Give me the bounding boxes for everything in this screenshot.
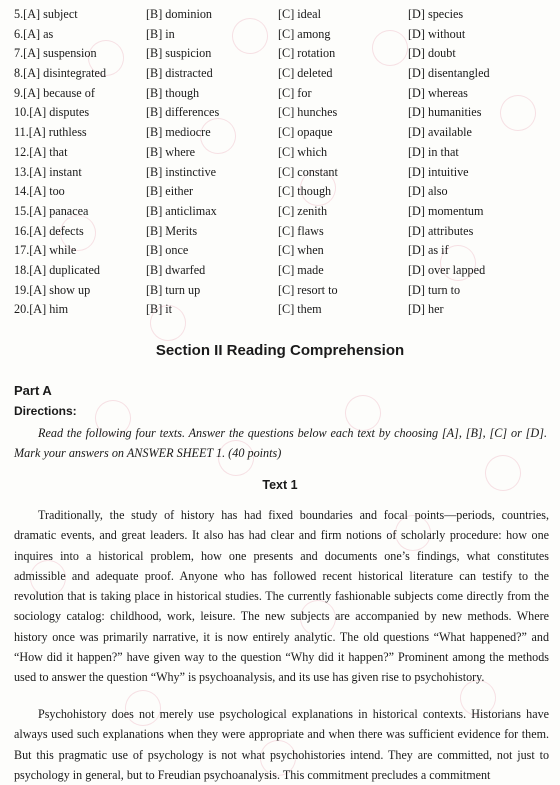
option-letter: [C]	[278, 7, 298, 21]
option-text: because of	[43, 85, 95, 100]
option-text: too	[49, 184, 65, 199]
option-b	[146, 25, 278, 45]
option-d	[408, 103, 548, 123]
option-letter: [D]	[408, 144, 428, 159]
option-letter: [C]	[278, 85, 298, 100]
option-text: in	[165, 26, 175, 41]
option-d	[408, 222, 548, 242]
question-number: 5.	[14, 7, 24, 21]
option-letter: [D]	[408, 282, 428, 297]
option-row	[14, 300, 554, 320]
option-b	[146, 281, 278, 301]
option-a	[14, 281, 146, 301]
option-letter: [B]	[146, 243, 166, 258]
option-b	[146, 222, 278, 242]
option-letter: [D]	[408, 302, 428, 317]
option-c	[278, 123, 408, 143]
option-b	[146, 5, 278, 25]
question-number: 12.	[14, 144, 30, 159]
option-text: once	[165, 243, 189, 258]
directions-text: Read the following four texts. Answer the questions below each text by choosing [A], [B], [C] or [D]. Mark your answers on ANSWER SHEET 1. (40 points)	[14, 426, 547, 460]
option-text: distracted	[165, 66, 213, 81]
text-title: Text 1	[262, 478, 298, 492]
option-text: without	[427, 26, 466, 41]
option-letter: [A]	[23, 85, 44, 100]
paragraph: Psychohistory does not merely use psychological explanations in historical contexts. Historians have always used such explanations when they were appropriate and when there was sufficient evidence for them. But this pragmatic use of psychology is not what psychohistories intend. They are committed, not just to psychology in general, but to Freudian psychoanalysis. This commitment precludes a commitment	[14, 707, 549, 782]
option-letter: [C]	[278, 203, 298, 218]
option-row	[14, 84, 554, 104]
option-a	[14, 222, 146, 242]
option-a	[14, 25, 146, 45]
option-letter: [D]	[408, 262, 428, 277]
option-text: suspension	[43, 46, 97, 61]
option-b	[146, 163, 278, 183]
option-text: intuitive	[427, 164, 469, 179]
option-text: among	[297, 26, 331, 41]
option-letter: [C]	[278, 302, 298, 317]
option-a	[14, 84, 146, 104]
option-d	[408, 64, 548, 84]
part-heading: Part A	[14, 383, 52, 398]
option-text: flaws	[297, 223, 324, 238]
question-number: 17.	[14, 243, 30, 258]
option-letter: [B]	[146, 302, 166, 317]
option-text: show up	[49, 282, 91, 297]
option-text: anticlimax	[165, 203, 217, 218]
option-b	[146, 202, 278, 222]
option-letter: [D]	[408, 223, 428, 238]
option-text: disputes	[49, 105, 90, 120]
option-text: humanities	[427, 105, 482, 120]
option-letter: [B]	[146, 66, 166, 81]
option-text: defects	[49, 223, 84, 238]
option-text: disintegrated	[43, 66, 107, 81]
option-c	[278, 202, 408, 222]
option-text: when	[297, 243, 324, 258]
option-text: species	[427, 7, 464, 21]
option-text: resort to	[297, 282, 338, 297]
option-letter: [A]	[29, 164, 50, 179]
option-text: doubt	[427, 46, 456, 61]
option-b	[146, 300, 278, 320]
option-letter: [A]	[29, 105, 50, 120]
option-d	[408, 25, 548, 45]
option-text: also	[427, 184, 448, 199]
option-text: panacea	[49, 203, 89, 218]
option-text: duplicated	[49, 262, 100, 277]
option-row	[14, 261, 554, 281]
option-text: as if	[427, 243, 449, 258]
option-letter: [C]	[278, 223, 298, 238]
option-text: available	[427, 125, 472, 140]
option-text: him	[49, 302, 69, 317]
answer-options-list	[14, 5, 554, 320]
option-b	[146, 84, 278, 104]
option-letter: [B]	[146, 7, 166, 21]
option-letter: [B]	[146, 144, 166, 159]
question-number: 8.	[14, 66, 24, 81]
option-text: instant	[49, 164, 82, 179]
option-letter: [C]	[278, 46, 298, 61]
option-letter: [A]	[29, 223, 50, 238]
option-d	[408, 123, 548, 143]
option-c	[278, 44, 408, 64]
option-d	[408, 202, 548, 222]
option-letter: [C]	[278, 262, 298, 277]
option-letter: [B]	[146, 26, 166, 41]
option-b	[146, 182, 278, 202]
option-d	[408, 5, 548, 25]
paragraph: Traditionally, the study of history has had fixed boundaries and focal points—periods, countries, dramatic events, and great leaders. It also has had clear and firm notions of scholarly procedure: how one inquires into a historical problem, how one presents and documents one’s findings, what constitutes admissible and adequate proof. Anyone who has followed recent historical literature can testify to the revolution that is taking place in historical studies. The currently fashionable subjects come directly from the sociology catalog: childhood, work, leisure. The new subjects are accompanied by new methods. Where history once was primarily narrative, it is now entirely analytic. The old questions “What happened?” and “How did it happen?” have given way to the question “Why did it happen?” Prominent among the methods used to answer the question “Why” is psychoanalysis, and its use has given rise to psychohistory.	[14, 508, 549, 685]
option-c	[278, 222, 408, 242]
option-letter: [A]	[23, 46, 44, 61]
option-a	[14, 241, 146, 261]
option-text: where	[165, 144, 196, 159]
option-text: while	[49, 243, 77, 258]
option-letter: [A]	[29, 184, 50, 199]
option-row	[14, 25, 554, 45]
question-number: 13.	[14, 164, 30, 179]
option-text: deleted	[297, 66, 333, 81]
option-text: made	[297, 262, 324, 277]
option-a	[14, 103, 146, 123]
option-letter: [B]	[146, 46, 166, 61]
option-letter: [C]	[278, 26, 298, 41]
option-letter: [A]	[23, 7, 44, 21]
option-text: over lapped	[427, 262, 486, 277]
option-letter: [B]	[146, 85, 166, 100]
option-letter: [B]	[146, 262, 166, 277]
option-a	[14, 5, 146, 25]
option-a	[14, 163, 146, 183]
option-c	[278, 281, 408, 301]
question-number: 18.	[14, 262, 30, 277]
option-letter: [A]	[28, 125, 49, 140]
option-text: in that	[427, 144, 459, 159]
option-letter: [C]	[278, 66, 298, 81]
option-text: hunches	[297, 105, 338, 120]
option-b	[146, 241, 278, 261]
option-letter: [C]	[278, 144, 298, 159]
option-text: turn up	[165, 282, 201, 297]
option-letter: [C]	[278, 125, 298, 140]
option-a	[14, 202, 146, 222]
option-c	[278, 143, 408, 163]
option-c	[278, 25, 408, 45]
option-letter: [D]	[408, 46, 428, 61]
question-number: 7.	[14, 46, 24, 61]
option-d	[408, 163, 548, 183]
option-letter: [D]	[408, 125, 428, 140]
option-letter: [B]	[146, 203, 166, 218]
option-text: turn to	[427, 282, 461, 297]
option-row	[14, 143, 554, 163]
question-number: 15.	[14, 203, 30, 218]
option-letter: [C]	[278, 105, 298, 120]
directions-heading: Directions:	[14, 404, 77, 418]
option-letter: [B]	[146, 164, 166, 179]
option-text: her	[427, 302, 444, 317]
option-letter: [D]	[408, 184, 428, 199]
option-text: either	[165, 184, 194, 199]
option-a	[14, 261, 146, 281]
option-letter: [A]	[29, 203, 50, 218]
option-row	[14, 182, 554, 202]
option-d	[408, 241, 548, 261]
option-a	[14, 143, 146, 163]
option-letter: [A]	[29, 262, 50, 277]
option-b	[146, 123, 278, 143]
option-d	[408, 143, 548, 163]
option-text: dominion	[165, 7, 213, 21]
option-text: rotation	[297, 46, 336, 61]
question-number: 6.	[14, 26, 24, 41]
option-letter: [A]	[23, 26, 44, 41]
option-letter: [C]	[278, 184, 298, 199]
option-letter: [B]	[146, 282, 166, 297]
question-number: 14.	[14, 184, 30, 199]
option-text: which	[297, 144, 328, 159]
option-text: it	[165, 302, 173, 317]
option-c	[278, 64, 408, 84]
option-text: though	[165, 85, 200, 100]
option-d	[408, 300, 548, 320]
option-d	[408, 182, 548, 202]
option-letter: [B]	[146, 105, 166, 120]
option-text: though	[297, 184, 332, 199]
option-d	[408, 84, 548, 104]
question-number: 20.	[14, 302, 30, 317]
option-text: disentangled	[427, 66, 490, 81]
option-letter: [A]	[23, 66, 44, 81]
option-c	[278, 84, 408, 104]
option-letter: [D]	[408, 26, 428, 41]
option-letter: [D]	[408, 85, 428, 100]
option-row	[14, 202, 554, 222]
option-text: subject	[43, 7, 78, 21]
option-letter: [D]	[408, 243, 428, 258]
option-b	[146, 64, 278, 84]
option-row	[14, 163, 554, 183]
question-number: 16.	[14, 223, 30, 238]
option-letter: [A]	[29, 144, 50, 159]
option-text: zenith	[297, 203, 328, 218]
option-letter: [A]	[29, 243, 50, 258]
option-b	[146, 261, 278, 281]
option-text: whereas	[427, 85, 468, 100]
question-number: 19.	[14, 282, 30, 297]
option-text: that	[49, 144, 68, 159]
option-letter: [C]	[278, 164, 298, 179]
option-a	[14, 300, 146, 320]
option-c	[278, 5, 408, 25]
option-text: them	[297, 302, 322, 317]
option-text: ruthless	[48, 125, 87, 140]
option-letter: [D]	[408, 105, 428, 120]
option-letter: [B]	[146, 125, 166, 140]
option-letter: [B]	[146, 184, 166, 199]
option-text: for	[297, 85, 312, 100]
option-text: opaque	[297, 125, 333, 140]
option-text: momentum	[427, 203, 484, 218]
option-text: constant	[297, 164, 338, 179]
option-d	[408, 281, 548, 301]
option-b	[146, 143, 278, 163]
option-text: dwarfed	[165, 262, 206, 277]
option-b	[146, 103, 278, 123]
option-text: differences	[165, 105, 220, 120]
option-a	[14, 64, 146, 84]
option-text: instinctive	[165, 164, 217, 179]
option-a	[14, 44, 146, 64]
option-letter: [C]	[278, 282, 298, 297]
option-c	[278, 163, 408, 183]
option-text: mediocre	[165, 125, 211, 140]
option-letter: [A]	[29, 302, 50, 317]
question-number: 9.	[14, 85, 24, 100]
option-row	[14, 5, 554, 25]
option-row	[14, 241, 554, 261]
option-letter: [C]	[278, 243, 298, 258]
option-c	[278, 261, 408, 281]
option-row	[14, 123, 554, 143]
option-d	[408, 261, 548, 281]
option-letter: [A]	[29, 282, 50, 297]
option-c	[278, 182, 408, 202]
option-text: attributes	[427, 223, 474, 238]
option-letter: [D]	[408, 7, 428, 21]
question-number: 10.	[14, 105, 30, 120]
option-text: as	[43, 26, 54, 41]
option-letter: [D]	[408, 66, 428, 81]
option-text: ideal	[297, 7, 321, 21]
option-row	[14, 222, 554, 242]
option-text: Merits	[165, 223, 198, 238]
option-c	[278, 300, 408, 320]
option-row	[14, 64, 554, 84]
option-c	[278, 241, 408, 261]
option-row	[14, 281, 554, 301]
option-letter: [B]	[146, 223, 166, 238]
option-a	[14, 123, 146, 143]
option-text: suspicion	[165, 46, 212, 61]
option-row	[14, 44, 554, 64]
option-c	[278, 103, 408, 123]
question-number: 11.	[14, 125, 29, 140]
option-d	[408, 44, 548, 64]
option-letter: [D]	[408, 203, 428, 218]
option-a	[14, 182, 146, 202]
option-letter: [D]	[408, 164, 428, 179]
option-row	[14, 103, 554, 123]
option-b	[146, 44, 278, 64]
section-title: Section II Reading Comprehension	[155, 342, 405, 359]
